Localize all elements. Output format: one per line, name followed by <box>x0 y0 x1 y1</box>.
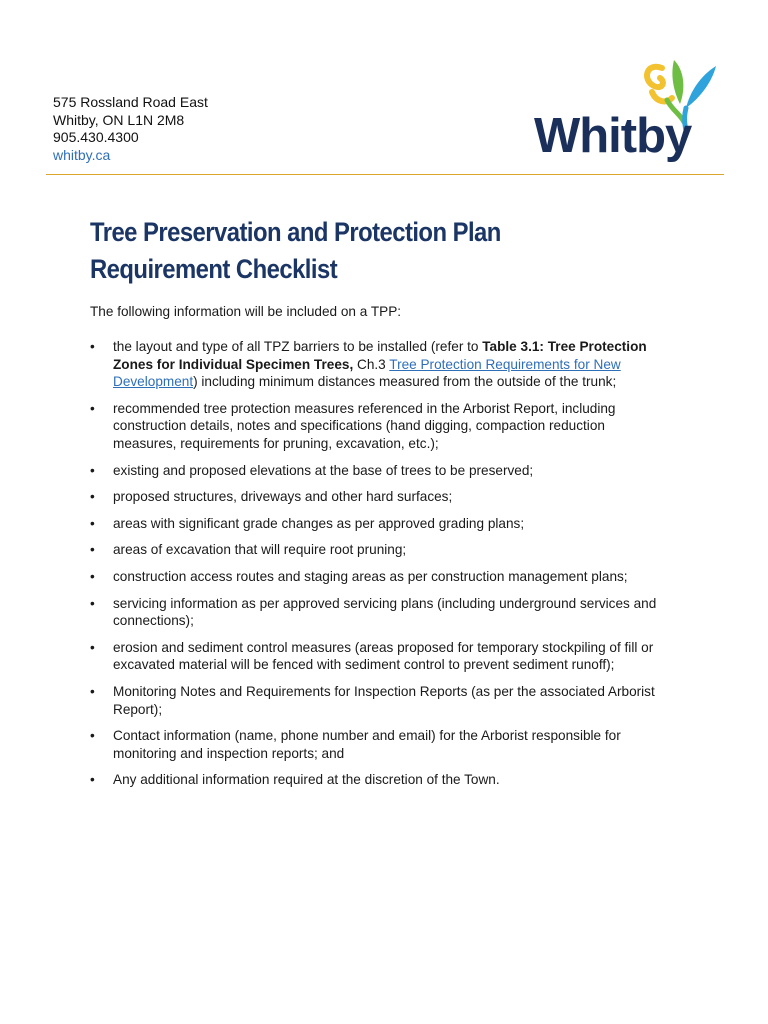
address-block <box>53 94 208 164</box>
list-item <box>90 338 670 391</box>
list-item: • construction access routes and staging areas as per construction management plans; <box>90 568 670 586</box>
list-item: • areas with significant grade changes as per approved grading plans; <box>90 515 670 533</box>
website-link[interactable]: whitby.ca <box>53 146 111 163</box>
tree-protection-requirements-link[interactable]: Tree Protection Requirements for New Development <box>113 356 621 390</box>
logo-wordmark: Whitby <box>534 109 692 163</box>
header-divider <box>46 174 724 175</box>
list-item: • Monitoring Notes and Requirements for Inspection Reports (as per the associated Arborist Report); <box>90 683 670 718</box>
title-line-1: Tree Preservation and Protection Plan <box>90 217 501 247</box>
item-text: ) including minimum distances measured from the outside of the trunk; <box>193 374 617 390</box>
address-city: Whitby, ON L1N 2M8 <box>53 111 185 128</box>
table-reference: Table 3.1: Tree Protection Zones for Individual Specimen Trees, <box>113 339 647 372</box>
list-item: • existing and proposed elevations at the base of trees to be preserved; <box>90 462 670 480</box>
list-item: • Any additional information required at the discretion of the Town. <box>90 771 670 789</box>
title-line-2: Requirement Checklist <box>90 254 338 284</box>
list-item: • servicing information as per approved servicing plans (including underground services and connections); <box>90 595 670 630</box>
page-title <box>90 214 630 288</box>
address-phone: 905.430.4300 <box>53 129 139 145</box>
requirement-list <box>90 338 670 798</box>
address-street: 575 Rossland Road East <box>53 94 208 110</box>
list-item: • areas of excavation that will require root pruning; <box>90 541 670 559</box>
item-text: Ch.3 <box>353 356 390 372</box>
whitby-logo <box>534 52 724 174</box>
list-item: • erosion and sediment control measures (areas proposed for temporary stockpiling of fill or excavated material will be fenced with sediment control to prevent sediment runoff); <box>90 639 670 674</box>
intro-text: The following information will be included on a TPP: <box>90 304 402 319</box>
list-item: • Contact information (name, phone number and email) for the Arborist responsible for monitoring and inspection reports; and <box>90 727 670 762</box>
list-item: • recommended tree protection measures referenced in the Arborist Report, including construction details, notes and specifications (hand digging, compaction reduction measures, requirements for pruning, excavation, etc.); <box>90 400 670 453</box>
list-item: • proposed structures, driveways and other hard surfaces; <box>90 488 670 506</box>
item-text: the layout and type of all TPZ barriers to be installed (refer to <box>113 339 483 354</box>
